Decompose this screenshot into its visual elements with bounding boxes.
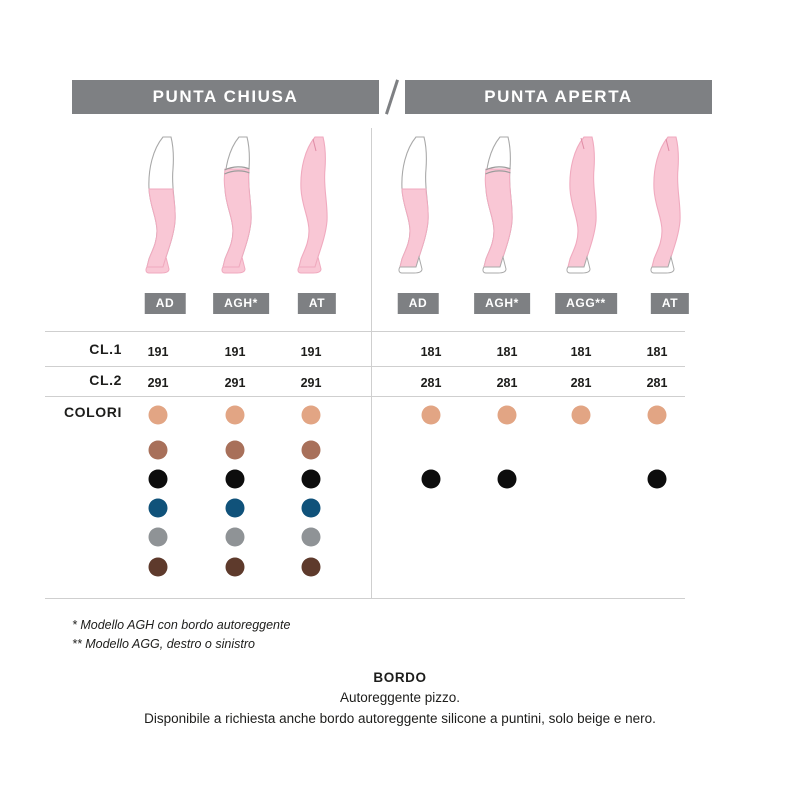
model-cell-ad-open [376,135,460,320]
color-swatch-grigio [302,528,321,547]
cell-cl2-agh-open: 281 [496,376,518,390]
thigh-high-stocking-lace-band-icon [470,135,534,275]
color-swatch-beige [226,406,245,425]
color-swatch-camel [149,441,168,460]
cell-cl1-ad-closed: 191 [147,345,169,359]
header-closed-toe-label: PUNTA CHIUSA [72,80,379,114]
color-swatch-beige [648,406,667,425]
color-swatch-moro [302,558,321,577]
color-swatch-nero [302,470,321,489]
color-swatch-blu [149,499,168,518]
color-swatch-moro [149,558,168,577]
row-label-colori: COLORI [63,404,122,420]
model-tag: AD [145,293,186,314]
model-tag: AGH* [474,293,530,314]
color-swatch-beige [422,406,441,425]
color-swatch-camel [226,441,245,460]
bordo-title: BORDO [373,670,427,685]
cell-cl1-agh-closed: 191 [224,345,246,359]
knee-high-stocking-icon [386,135,450,275]
cell-cl2-at-closed: 291 [300,376,322,390]
cell-cl1-agg-open: 181 [570,345,592,359]
color-swatch-beige [572,406,591,425]
table-rule-cl2 [45,396,685,397]
pantyhose-icon [285,135,349,275]
color-swatch-beige [498,406,517,425]
color-swatch-blu [226,499,245,518]
cell-cl2-at-open: 281 [646,376,668,390]
thigh-high-stocking-lace-band-icon [209,135,273,275]
color-swatch-nero [422,470,441,489]
color-swatch-camel [302,441,321,460]
header-open-toe-label: PUNTA APERTA [405,80,712,114]
header-band [72,80,712,114]
model-cell-agh-closed [203,135,279,320]
knee-high-stocking-icon [133,135,197,275]
model-tag: AT [651,293,689,314]
model-tag: AGG** [555,293,617,314]
model-cell-at-open [628,135,712,320]
color-swatch-nero [648,470,667,489]
single-leg-thigh-high-with-waist-attachment-icon [554,135,618,275]
footnote-2: ** Modello AGG, destro o sinistro [72,637,255,652]
color-swatch-nero [498,470,517,489]
model-illustrations [72,135,712,320]
model-cell-at-closed [279,135,355,320]
footnote-1: * Modello AGH con bordo autoreggente [72,618,291,632]
cell-cl2-agg-open: 281 [570,376,592,390]
footnotes [72,616,290,655]
model-tag: AT [298,293,336,314]
table-rule-cl1 [45,366,685,367]
cell-cl1-at-closed: 191 [300,345,322,359]
cell-cl2-ad-closed: 291 [147,376,169,390]
cell-cl2-agh-closed: 291 [224,376,246,390]
bordo-section [0,668,800,729]
cell-cl1-at-open: 181 [646,345,668,359]
table-rule-bottom [45,598,685,599]
closed-toe-models [72,135,358,320]
color-swatch-grigio [226,528,245,547]
color-swatch-beige [149,406,168,425]
open-toe-models [358,135,712,320]
cell-cl1-ad-open: 181 [420,345,442,359]
cell-cl2-ad-open: 281 [420,376,442,390]
color-swatch-moro [226,558,245,577]
model-cell-agh-open [460,135,544,320]
pantyhose-icon [638,135,702,275]
color-swatch-blu [302,499,321,518]
model-tag: AD [398,293,439,314]
color-swatch-beige [302,406,321,425]
table-rule-top [45,331,685,332]
model-tag: AGH* [213,293,269,314]
slash-divider-icon [379,80,405,114]
model-cell-agg-open [544,135,628,320]
row-label-cl1: CL.1 [89,341,122,357]
model-cell-ad-closed [127,135,203,320]
bordo-line-2: Disponibile a richiesta anche bordo autoreggente silicone a puntini, solo beige e nero. [144,710,656,726]
cell-cl1-agh-open: 181 [496,345,518,359]
color-swatch-grigio [149,528,168,547]
color-swatch-nero [226,470,245,489]
row-label-cl2: CL.2 [89,372,122,388]
bordo-line-1: Autoreggente pizzo. [339,690,461,706]
color-swatch-nero [149,470,168,489]
